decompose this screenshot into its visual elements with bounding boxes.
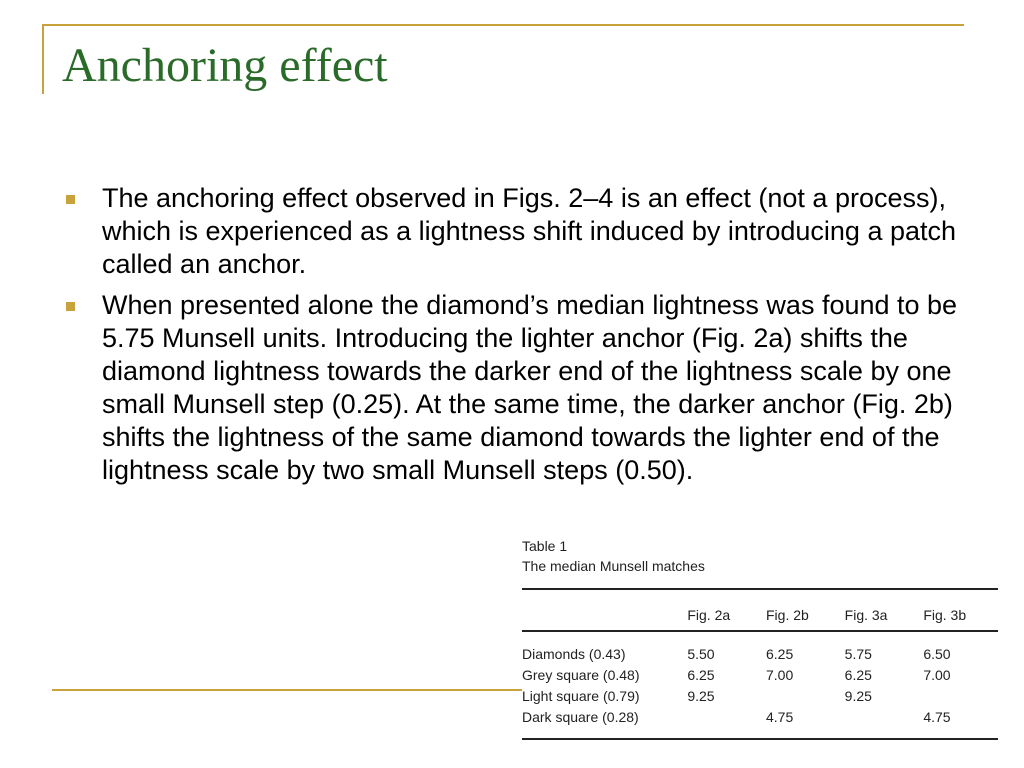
table-cell: 6.25	[687, 666, 715, 683]
table-cell: 7.00	[766, 666, 794, 683]
row-label: Grey square (0.48)	[522, 666, 640, 683]
header-cell: Fig. 3a	[844, 607, 888, 623]
bullet-text: When presented alone the diamond’s median lightness was found to be 5.75 Munsell units. Introducing the lighter anchor (Fig. 2a) shifts the diamond lightness towards the darker end of the lightness scale by one small Munsell step (0.25). At the same time, the darker anchor (Fig. 2b) shifts the lightness of the same diamond towards the lighter end of the lightness scale by two small Munsell steps (0.50).	[102, 290, 958, 485]
table-row	[522, 685, 1002, 706]
table-rule-bottom	[522, 738, 998, 740]
table-row	[522, 664, 1002, 685]
table-cell	[766, 685, 845, 706]
header-cell: Fig. 2b	[766, 607, 809, 623]
table-cell	[923, 685, 1002, 706]
table-header-row	[522, 601, 1002, 629]
table-row	[522, 643, 1002, 664]
table-cell	[845, 706, 924, 727]
table-cell: 5.50	[687, 645, 715, 662]
slide-title: Anchoring effect	[62, 39, 388, 92]
bullet-item	[62, 182, 972, 281]
row-label: Light square (0.79)	[522, 687, 640, 704]
table-label: Table 1	[522, 538, 568, 554]
row-label: Dark square (0.28)	[522, 708, 639, 725]
table-cell: 9.25	[687, 687, 715, 704]
bullet-list	[62, 182, 972, 495]
table-caption: The median Munsell matches	[522, 558, 705, 574]
munsell-table	[522, 536, 1002, 725]
row-label: Diamonds (0.43)	[522, 645, 626, 662]
header-cell	[522, 601, 687, 629]
table-cell: 6.25	[844, 666, 872, 683]
table-cell: 7.00	[923, 666, 951, 683]
bullet-square-icon	[66, 302, 75, 311]
bullet-square-icon	[66, 195, 75, 204]
table-cell: 4.75	[923, 708, 951, 725]
table-cell: 4.75	[766, 708, 794, 725]
table-grid	[522, 601, 1002, 727]
bullet-item	[62, 289, 972, 487]
table-cell: 6.50	[923, 645, 951, 662]
table-cell	[687, 706, 766, 727]
bullet-text: The anchoring effect observed in Figs. 2–4 is an effect (not a process), which is experienced as a lightness shift induced by introducing a patch called an anchor.	[102, 183, 957, 279]
table-rule-top	[522, 588, 998, 590]
left-border-line	[42, 24, 44, 94]
top-border-line	[42, 24, 964, 26]
table-cell: 5.75	[844, 645, 872, 662]
bottom-border-line	[52, 689, 522, 691]
header-cell: Fig. 3b	[923, 607, 967, 623]
table-cell: 9.25	[844, 687, 872, 704]
table-cell: 6.25	[766, 645, 794, 662]
header-cell: Fig. 2a	[687, 607, 731, 623]
table-row	[522, 706, 1002, 727]
